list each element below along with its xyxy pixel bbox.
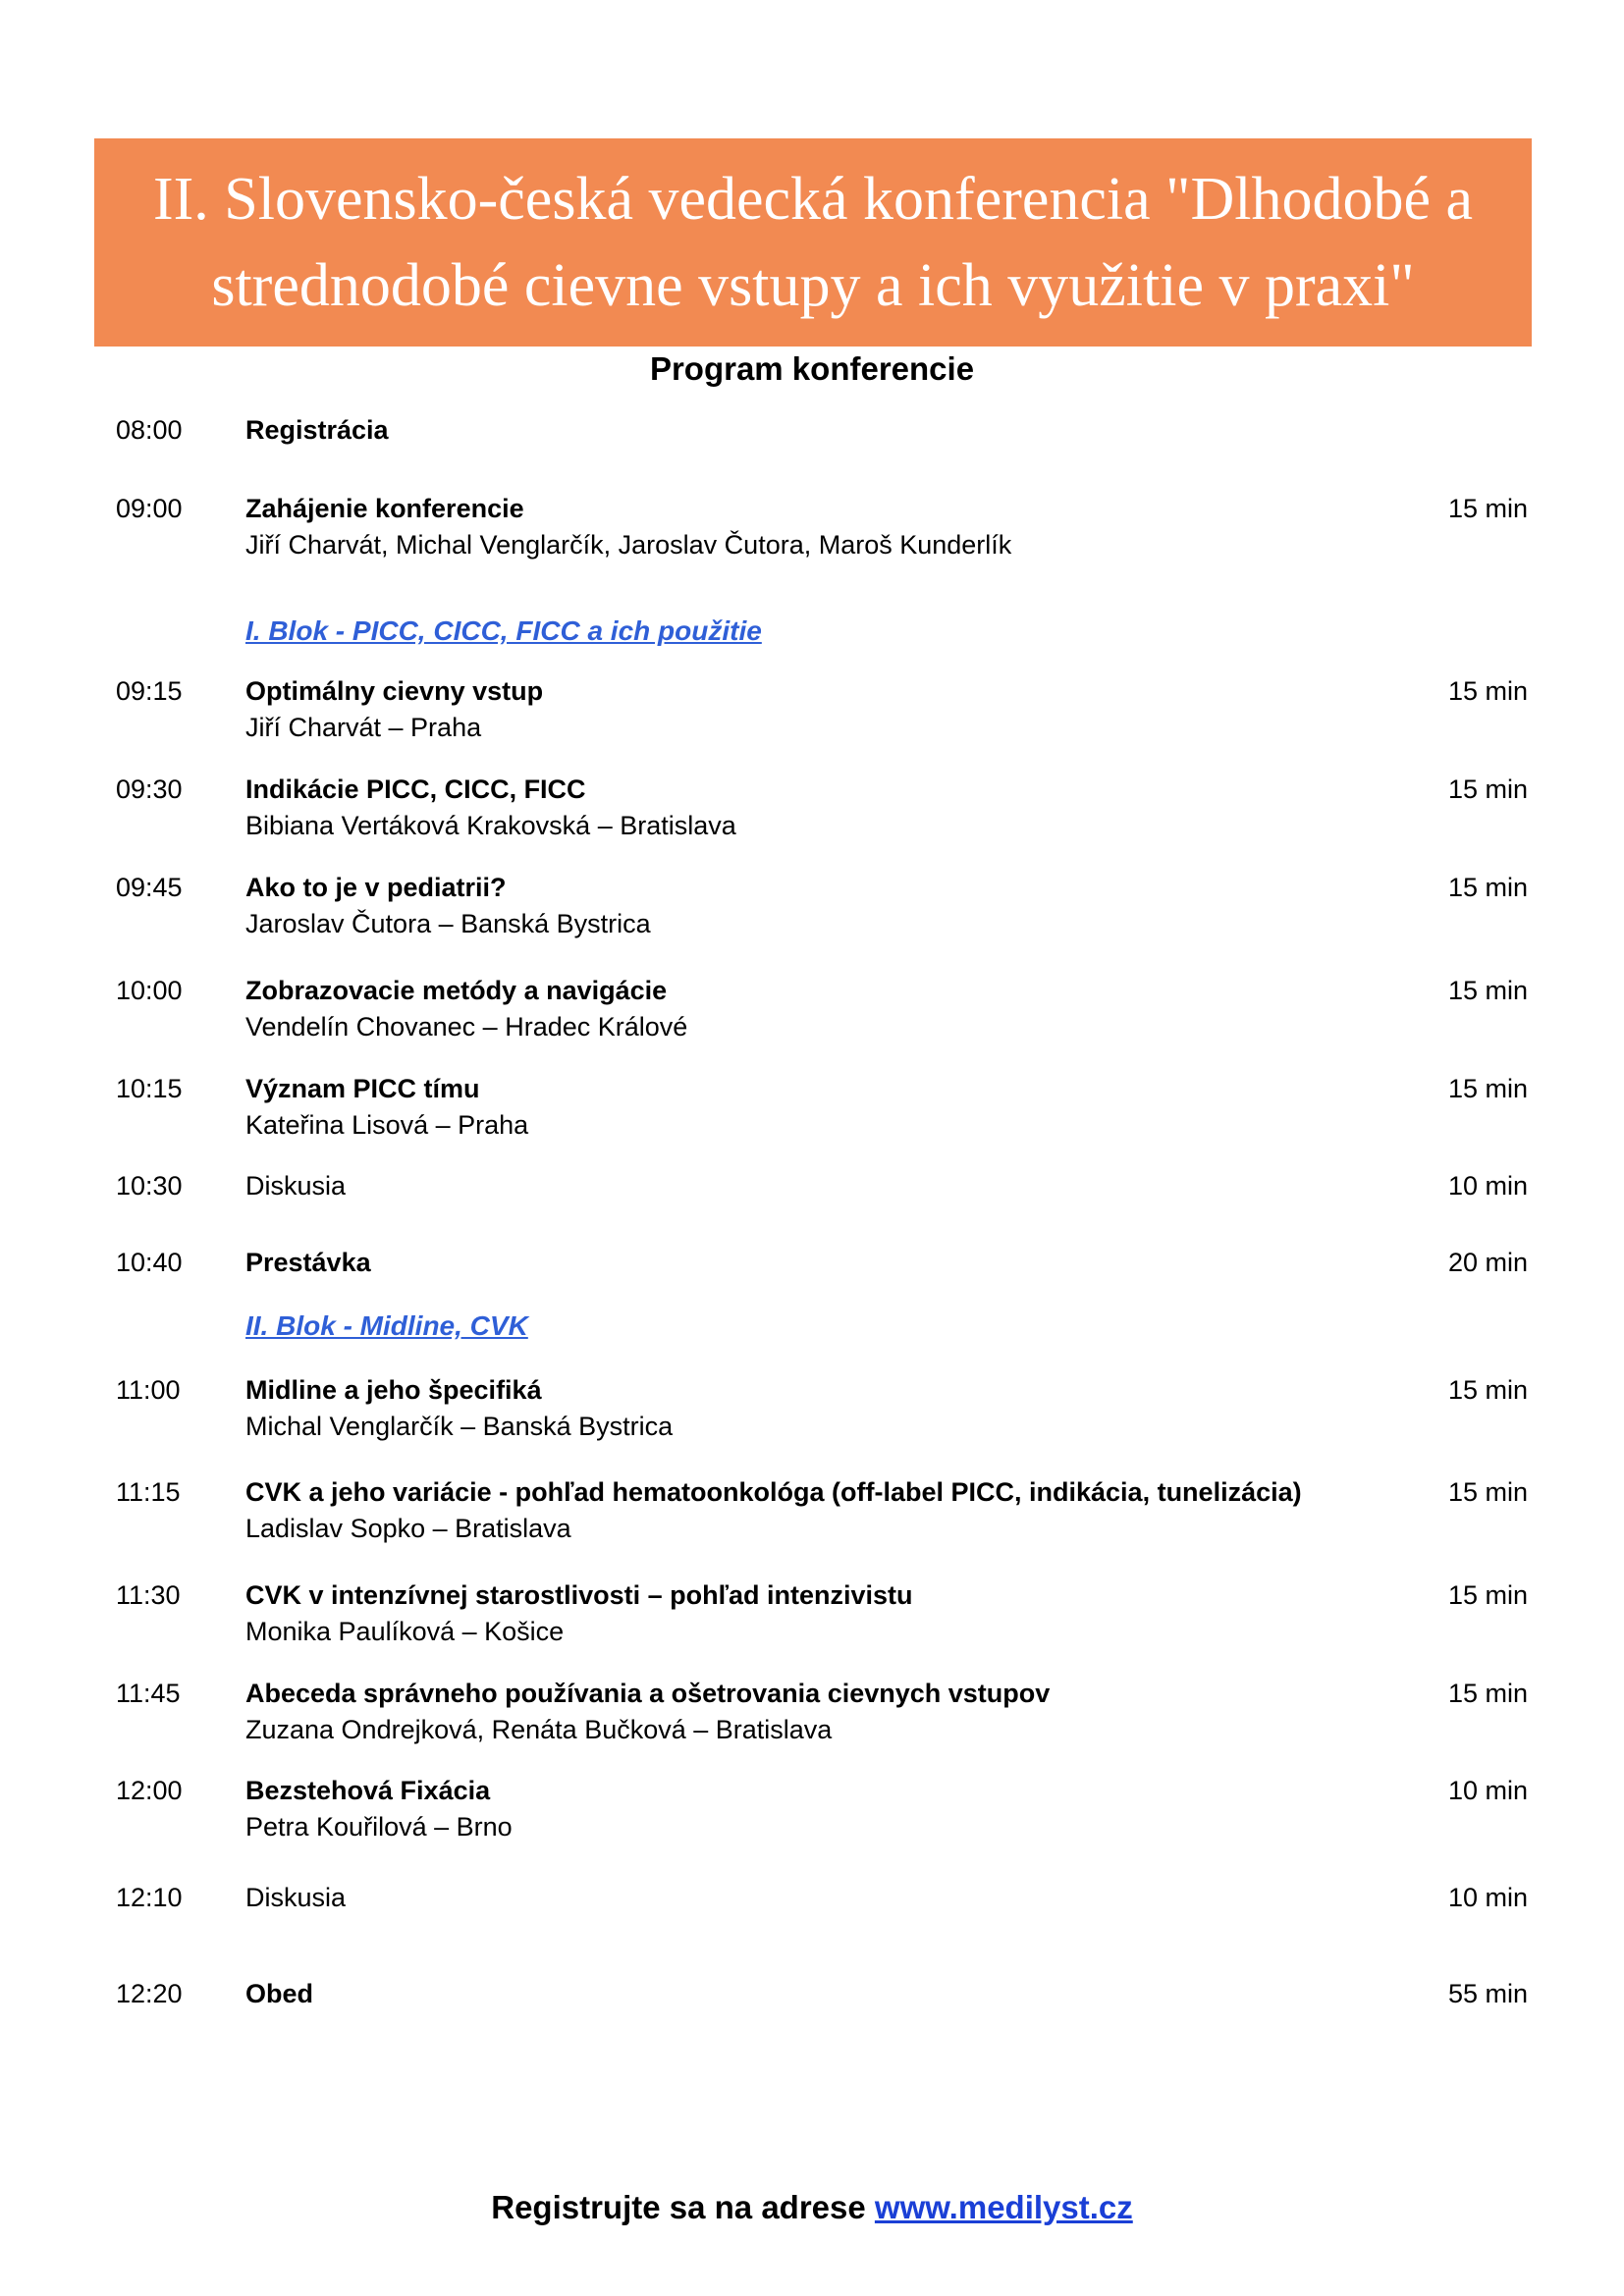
- registration-link[interactable]: www.medilyst.cz: [874, 2189, 1133, 2225]
- row-time: 12:20: [116, 1979, 183, 2008]
- row-speakers: Ladislav Sopko – Bratislava: [245, 1514, 571, 1543]
- block-heading-1: I. Blok - PICC, CICC, FICC a ich použitie: [245, 615, 762, 646]
- row-title: Abeceda správneho používania a ošetrovania cievnych vstupov: [245, 1679, 1051, 1708]
- row-time: 10:15: [116, 1074, 183, 1103]
- row-duration: 10 min: [1447, 1171, 1528, 1201]
- row-speakers: Zuzana Ondrejková, Renáta Bučková – Bratislava: [245, 1715, 833, 1744]
- row-duration: 15 min: [1447, 1679, 1528, 1708]
- row-title: CVK a jeho variácie - pohľad hematoonkológa (off-label PICC, indikácia, tunelizácia): [245, 1477, 1302, 1507]
- row-duration: 20 min: [1447, 1248, 1528, 1277]
- row-title: Diskusia: [245, 1883, 347, 1912]
- row-time: 10:30: [116, 1171, 183, 1201]
- row-time: 10:00: [116, 976, 183, 1005]
- row-title: Ako to je v pediatrii?: [245, 873, 507, 902]
- row-duration: 15 min: [1447, 676, 1528, 706]
- row-title: Zahájenie konferencie: [245, 494, 524, 523]
- row-duration: 55 min: [1447, 1979, 1528, 2008]
- row-title: CVK v intenzívnej starostlivosti – pohľad intenzivistu: [245, 1580, 913, 1610]
- row-duration: 15 min: [1447, 1477, 1528, 1507]
- row-time: 09:45: [116, 873, 183, 902]
- row-time: 09:00: [116, 494, 183, 523]
- conference-title: II. Slovensko-česká vedecká konferencia "Dlhodobé a strednodobé cievne vstupy a ich využitie v praxi": [153, 166, 1473, 319]
- row-title: Obed: [245, 1979, 314, 2008]
- row-title: Midline a jeho špecifiká: [245, 1375, 542, 1405]
- row-duration: 15 min: [1447, 873, 1528, 902]
- row-duration: 15 min: [1447, 494, 1528, 523]
- footer-text: Registrujte sa na adrese: [491, 2189, 875, 2225]
- row-time: 12:00: [116, 1776, 183, 1805]
- row-title: Registrácia: [245, 415, 389, 445]
- registration-footer: [0, 2189, 1624, 2226]
- row-title: Diskusia: [245, 1171, 347, 1201]
- row-speakers: Jiří Charvát – Praha: [245, 713, 482, 742]
- row-time: 09:30: [116, 774, 183, 804]
- row-duration: 15 min: [1447, 1580, 1528, 1610]
- row-time: 11:00: [116, 1375, 181, 1405]
- row-speakers: Petra Kouřilová – Brno: [245, 1812, 513, 1842]
- row-duration: 10 min: [1447, 1776, 1528, 1805]
- block-heading-2: II. Blok - Midline, CVK: [245, 1310, 528, 1341]
- row-speakers: Jaroslav Čutora – Banská Bystrica: [245, 909, 651, 938]
- row-speakers: Jiří Charvát, Michal Venglarčík, Jaroslav Čutora, Maroš Kunderlík: [245, 530, 1012, 560]
- row-speakers: Vendelín Chovanec – Hradec Králové: [245, 1012, 688, 1041]
- row-speakers: Monika Paulíková – Košice: [245, 1617, 565, 1646]
- row-time: 09:15: [116, 676, 183, 706]
- row-duration: 15 min: [1447, 1074, 1528, 1103]
- row-title: Optimálny cievny vstup: [245, 676, 544, 706]
- row-title: Bezstehová Fixácia: [245, 1776, 491, 1805]
- row-duration: 15 min: [1447, 976, 1528, 1005]
- row-duration: 15 min: [1447, 774, 1528, 804]
- row-title: Zobrazovacie metódy a navigácie: [245, 976, 668, 1005]
- row-time: 11:30: [116, 1580, 181, 1610]
- row-time: 11:15: [116, 1477, 181, 1507]
- row-speakers: Michal Venglarčík – Banská Bystrica: [245, 1412, 674, 1441]
- row-title: Indikácie PICC, CICC, FICC: [245, 774, 586, 804]
- conference-banner: [94, 138, 1532, 347]
- row-speakers: Bibiana Vertáková Krakovská – Bratislava: [245, 811, 736, 840]
- program-heading: Program konferencie: [649, 350, 975, 387]
- row-title: Prestávka: [245, 1248, 371, 1277]
- row-time: 10:40: [116, 1248, 183, 1277]
- row-speakers: Kateřina Lisová – Praha: [245, 1110, 529, 1140]
- row-time: 08:00: [116, 415, 183, 445]
- row-title: Význam PICC tímu: [245, 1074, 480, 1103]
- row-time: 11:45: [116, 1679, 181, 1708]
- row-duration: 15 min: [1447, 1375, 1528, 1405]
- row-duration: 10 min: [1447, 1883, 1528, 1912]
- row-time: 12:10: [116, 1883, 183, 1912]
